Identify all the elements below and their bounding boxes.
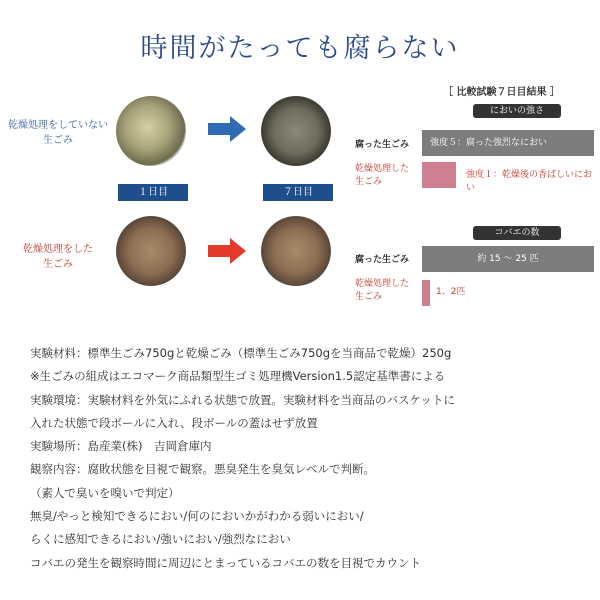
photo-undried-day1 — [116, 96, 186, 166]
flies-row1-label: 腐った生ごみ — [355, 255, 410, 265]
body-line: コバエの発生を観察時間に周辺にとまっているコバエの数を目視でカウント — [30, 555, 421, 570]
photo-dried-day1 — [116, 216, 186, 286]
smell-row2-value: 強度１：乾燥後の香ばしいにおい — [466, 170, 593, 193]
smell-row1-label: 腐った生ごみ — [355, 140, 410, 150]
flies-row2-label-line1: 乾燥処理した — [355, 279, 410, 289]
day-label-1: １日目 — [118, 184, 188, 201]
smell-bar-dried — [422, 162, 456, 188]
arrow-right-red-icon — [208, 236, 248, 266]
body-line: らくに感知できるにおい/強いにおい/強烈なにおい — [30, 532, 291, 547]
body-line: 観察内容：腐敗状態を目視で観察。悪臭発生を臭気レベルで判断。 — [30, 462, 375, 477]
smell-row2-label — [355, 163, 409, 189]
flies-row1-value: 約 15 ～ 25 匹 — [477, 254, 539, 264]
row-label-undried — [6, 118, 110, 148]
smell-row2-label-line1: 乾燥処理した — [355, 164, 410, 174]
row-label-undried-line1: 乾燥処理をしていない — [8, 120, 108, 131]
body-line: 無臭/やっと検知できるにおい/何のにおいかがわかる弱いにおい/ — [30, 509, 364, 524]
day-label-7: ７日目 — [263, 184, 333, 201]
flies-bar-rotten — [422, 246, 594, 272]
results-heading: ［ 比較試験７日目結果 ］ — [443, 87, 560, 98]
arrow-right-blue-icon — [208, 114, 248, 144]
smell-row1-value: 強度５：腐った強烈なにおい — [430, 138, 548, 148]
body-line: ※生ごみの組成はエコマーク商品類型生ゴミ処理機Version1.5認定基準書による — [30, 369, 446, 384]
body-line: 実験材料：標準生ごみ750gと乾燥ごみ（標準生ごみ750gを当商品で乾燥）250g — [30, 346, 452, 360]
flies-bar-dried — [422, 280, 430, 306]
body-line: （素人で臭いを嗅いで判定） — [30, 485, 180, 500]
photo-undried-day7 — [261, 96, 331, 166]
body-line: 実験場所：島産業(株) 吉岡倉庫内 — [30, 439, 212, 454]
smell-header: においの強さ — [473, 104, 561, 118]
row-label-dried-line2: 生ごみ — [43, 259, 73, 270]
row-label-dried — [6, 242, 110, 272]
smell-bar-rotten — [422, 130, 594, 156]
row-label-dried-line1: 乾燥処理をした — [23, 244, 93, 255]
body-line: 実験環境：実験材料を外気にふれる状態で放置。実験材料を当商品のバスケットに — [30, 392, 455, 407]
photo-dried-day7 — [261, 216, 331, 286]
flies-row2-label — [355, 278, 409, 304]
smell-row2-label-line2: 生ごみ — [355, 177, 383, 187]
flies-row2-label-line2: 生ごみ — [355, 292, 383, 302]
experiment-description — [30, 342, 590, 575]
flies-row2-value: 1、2匹 — [436, 287, 466, 297]
flies-header: コバエの数 — [473, 226, 561, 240]
body-line: 入れた状態で段ボールに入れ、段ボールの蓋はせず放置 — [30, 415, 318, 430]
row-label-undried-line2: 生ごみ — [43, 135, 73, 146]
page-title: 時間がたっても腐らない — [140, 33, 460, 64]
